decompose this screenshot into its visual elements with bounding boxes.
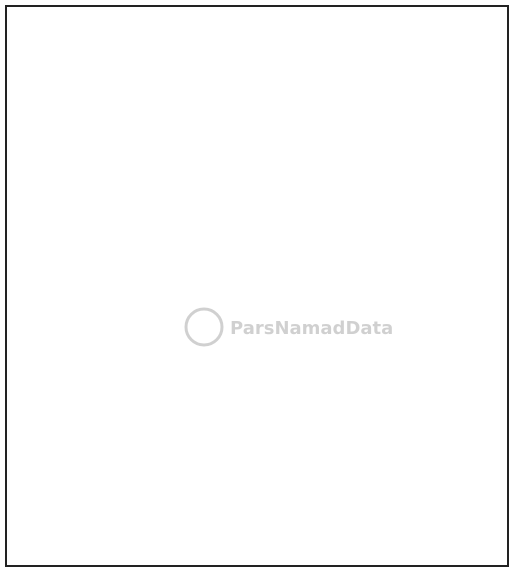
auction-notice — [5, 5, 509, 567]
